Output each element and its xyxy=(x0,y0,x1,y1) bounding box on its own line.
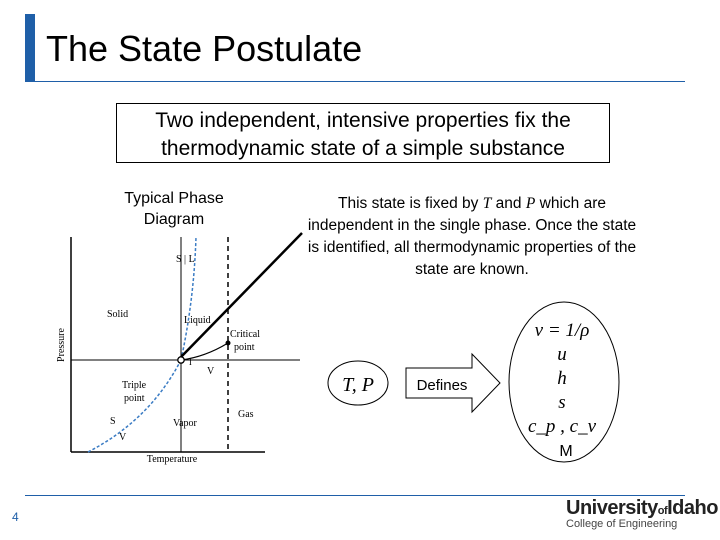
desc-text-1: This state is fixed by xyxy=(338,195,483,212)
footer-rule xyxy=(25,495,685,496)
label-solid-liquid: S | L xyxy=(176,254,195,265)
logo-college: College of Engineering xyxy=(566,518,678,530)
callout-line-1: Two independent, intensive properties fix the xyxy=(155,109,571,132)
label-region-vapor: Vapor xyxy=(173,418,197,429)
logo-university: University xyxy=(566,497,658,519)
critical-point-marker xyxy=(226,341,231,346)
property-molar-mass: M xyxy=(559,443,573,460)
property-specific-volume: v = 1/ρ xyxy=(534,320,590,341)
property-enthalpy: h xyxy=(557,368,567,389)
desc-text-and: and xyxy=(491,195,526,212)
logo-wordmark xyxy=(566,497,718,520)
label-solid-vapor-s: S xyxy=(110,416,116,427)
triple-point-label-1: Triple xyxy=(122,380,147,391)
desc-var-p: P xyxy=(525,195,536,212)
critical-point-label-1: Critical xyxy=(230,329,260,340)
triple-point-label-2: point xyxy=(124,393,145,404)
property-entropy: s xyxy=(558,392,566,413)
critical-point-label-2: point xyxy=(234,342,255,353)
phase-caption-line-1: Typical Phase xyxy=(124,190,224,207)
page-number: 4 xyxy=(12,510,19,524)
logo-of: of xyxy=(657,505,668,517)
logo-idaho: Idaho xyxy=(667,497,718,519)
label-region-solid: Solid xyxy=(107,309,129,320)
temperature-axis-label: Temperature xyxy=(146,454,198,465)
property-internal-energy: u xyxy=(557,344,567,365)
pressure-axis-label: Pressure xyxy=(56,328,67,362)
label-region-liquid: Liquid xyxy=(184,315,211,326)
callout-line-2: thermodynamic state of a simple substance xyxy=(161,137,565,160)
label-liquid-vapor-l: l xyxy=(189,357,192,368)
input-variables: T, P xyxy=(342,374,374,396)
label-liquid-vapor-v: V xyxy=(207,366,215,377)
desc-var-t: T xyxy=(482,195,492,212)
label-solid-vapor-v: V xyxy=(119,432,127,443)
defines-label: Defines xyxy=(416,377,468,394)
slide-title: The State Postulate xyxy=(46,28,363,69)
triple-point-marker xyxy=(178,357,184,363)
university-logo xyxy=(566,497,718,530)
label-region-gas: Gas xyxy=(238,409,254,420)
desc-text-2: which are independent in the single phase. Once the state is identified, all thermodynamic properties of the state are known. xyxy=(307,195,637,278)
property-specific-heats: c_p , c_v xyxy=(527,416,597,437)
sublimation-curve xyxy=(88,360,181,452)
phase-caption-line-2: Diagram xyxy=(143,211,205,228)
